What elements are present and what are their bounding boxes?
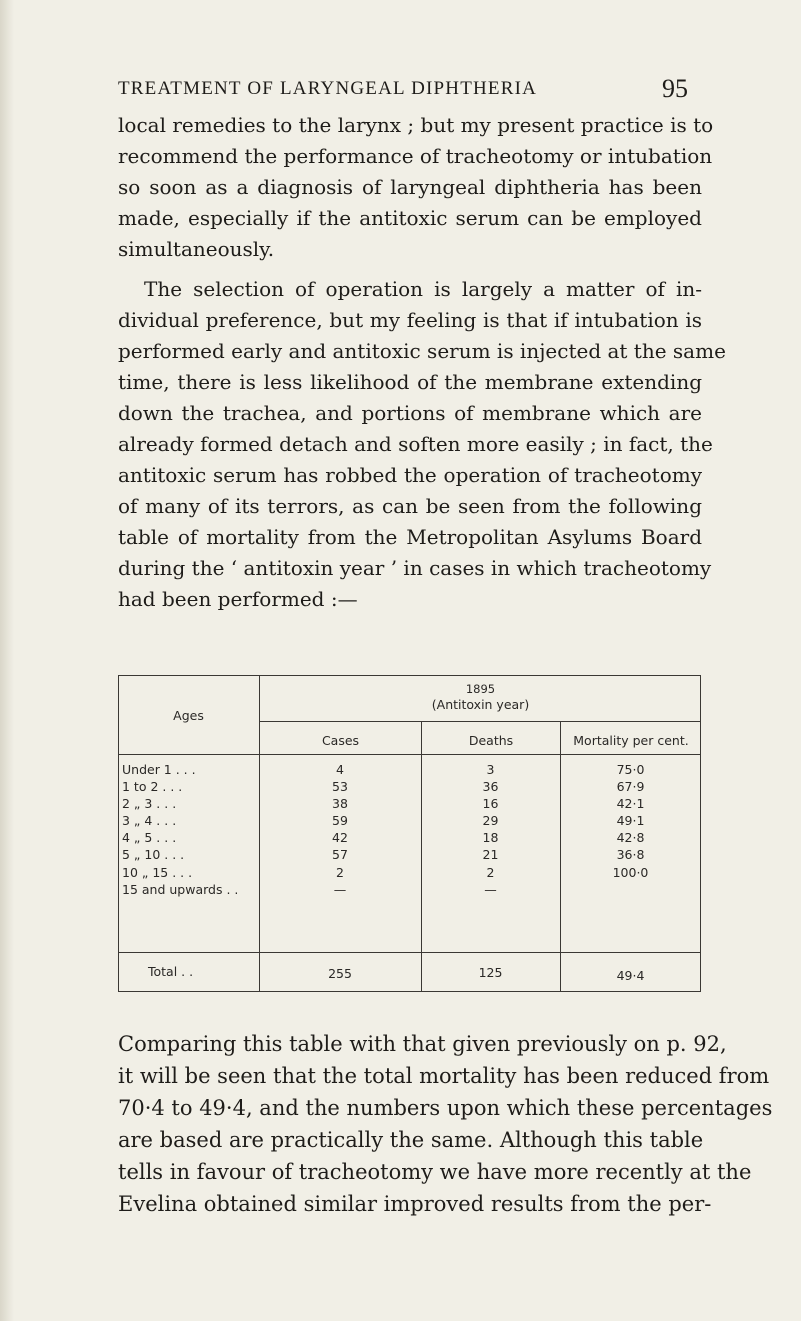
- total-cases: 255: [328, 966, 352, 981]
- mortality-cell: 49·1: [616, 813, 645, 829]
- cases-cell: 57: [332, 847, 348, 863]
- deaths-cell: 21: [482, 847, 499, 863]
- deaths-cell: 29: [482, 813, 499, 829]
- page-edge-shadow: [0, 0, 14, 1321]
- cases-cell: 53: [332, 779, 348, 795]
- text-line: of many of its terrors, as can be seen from the following: [118, 494, 702, 518]
- paragraph-1: [118, 110, 714, 265]
- paragraph-3: [118, 1028, 773, 1220]
- text-line: The selection of operation is largely a matter of in-: [144, 277, 702, 301]
- text-line: table of mortality from the Metropolitan Asylums Board: [118, 525, 702, 549]
- mortality-cell: 75·0: [616, 762, 645, 777]
- header-bottom-rule: [118, 754, 701, 755]
- deaths-cell: 18: [482, 830, 499, 846]
- paragraph-2: [118, 274, 726, 615]
- cases-cell: 38: [332, 796, 348, 812]
- text-line: Comparing this table with that given previously on p. 92,: [118, 1032, 727, 1056]
- deaths-header: Deaths: [468, 733, 514, 748]
- mortality-cell: 36·8: [616, 847, 645, 863]
- mortality-column: [562, 761, 699, 898]
- text-line: antitoxic serum has robbed the operation of tracheotomy: [118, 463, 702, 487]
- ages-header: Ages: [173, 708, 204, 723]
- year-subheader: (Antitoxin year): [431, 697, 530, 712]
- running-title: TREATMENT OF LARYNGEAL DIPHTHERIA: [118, 78, 538, 99]
- text-line: tells in favour of tracheotomy we have more recently at the: [118, 1160, 752, 1184]
- mortality-cell: 67·9: [616, 779, 645, 795]
- age-cell: 10 „ 15 . . .: [122, 864, 193, 880]
- age-cell: 15 and upwards . .: [122, 881, 239, 897]
- total-label: Total . .: [148, 964, 194, 979]
- text-line: local remedies to the larynx ; but my present practice is to: [118, 113, 714, 137]
- age-cell: 1 to 2 . . .: [122, 779, 183, 795]
- text-line: down the trachea, and portions of membrane which are: [118, 401, 702, 425]
- table-bottom-rule: [118, 991, 701, 992]
- cases-header: Cases: [321, 733, 360, 748]
- age-cell: 3 „ 4 . . .: [122, 813, 177, 829]
- mortality-cell: 42·8: [616, 830, 645, 846]
- cases-column-rule: [421, 721, 422, 992]
- deaths-cell: 2: [486, 864, 495, 880]
- text-line: made, especially if the antitoxic serum can be employed: [118, 206, 702, 230]
- age-cell: 2 „ 3 . . .: [122, 796, 177, 812]
- age-cell: 5 „ 10 . . .: [122, 847, 185, 863]
- cases-cell: —: [333, 881, 347, 897]
- cases-cell: 4: [336, 762, 344, 777]
- ages-column: [122, 761, 258, 898]
- age-cell: 4 „ 5 . . .: [122, 830, 177, 846]
- text-line: are based are practically the same. Although this table: [118, 1128, 704, 1152]
- cases-cell: 2: [336, 864, 344, 880]
- total-mortality: 49·4: [616, 968, 645, 983]
- right-border: [700, 675, 701, 992]
- text-line: performed early and antitoxic serum is injected at the same: [118, 339, 726, 363]
- mortality-cell: 42·1: [616, 796, 645, 812]
- text-line: recommend the performance of tracheotomy or intubation: [118, 144, 713, 168]
- deaths-cell: 36: [482, 779, 499, 795]
- age-cell: Under 1 . . .: [122, 762, 196, 777]
- table-top-rule: [118, 675, 701, 676]
- text-line: time, there is less likelihood of the membrane extending: [118, 370, 702, 394]
- text-line: so soon as a diagnosis of laryngeal diphtheria has been: [118, 175, 702, 199]
- cases-column: [260, 761, 420, 898]
- deaths-cell: —: [484, 881, 497, 897]
- year-header: 1895: [465, 682, 496, 696]
- mortality-header: Mortality per cent.: [573, 733, 689, 748]
- text-line: dividual preference, but my feeling is that if intubation is: [118, 308, 702, 332]
- deaths-column: [423, 761, 558, 898]
- text-line: simultaneously.: [118, 237, 275, 261]
- text-line: 70·4 to 49·4, and the numbers upon which these percentages: [118, 1096, 773, 1120]
- mortality-table: [118, 675, 701, 993]
- cases-cell: 59: [332, 813, 348, 829]
- page-number: 95: [662, 74, 688, 103]
- text-line: already formed detach and soften more easily ; in fact, the: [118, 432, 713, 456]
- total-deaths: 125: [478, 965, 503, 980]
- total-top-rule: [118, 952, 701, 953]
- deaths-cell: 3: [486, 762, 495, 777]
- text-line: had been performed :—: [118, 587, 358, 611]
- text-line: during the ‘ antitoxin year ’ in cases in which tracheotomy: [118, 556, 712, 580]
- cases-cell: 42: [332, 830, 348, 846]
- text-line: it will be seen that the total mortality has been reduced from: [118, 1064, 770, 1088]
- header-divider-rule: [260, 721, 701, 722]
- mortality-cell: 100·0: [612, 864, 649, 880]
- text-line: Evelina obtained similar improved results from the per-: [118, 1192, 712, 1216]
- deaths-cell: 16: [482, 796, 499, 812]
- deaths-column-rule: [560, 721, 561, 992]
- mortality-cell: [562, 881, 699, 898]
